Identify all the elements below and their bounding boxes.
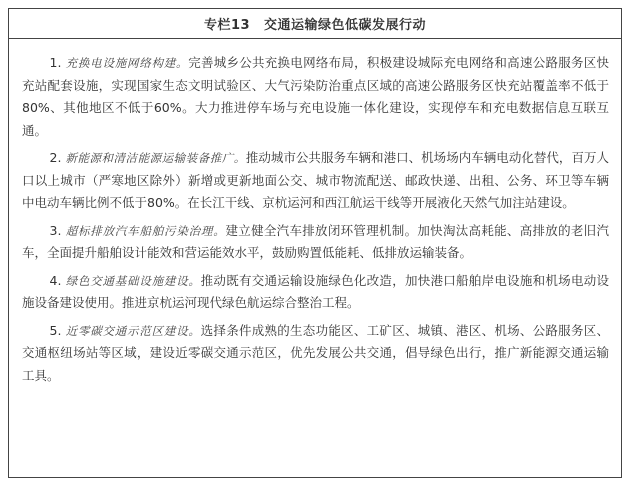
action-item xyxy=(22,147,609,215)
column-box xyxy=(8,8,622,478)
item-heading: 新能源和清洁能源运输装备推广。 xyxy=(65,151,246,165)
item-heading: 充换电设施网络构建。 xyxy=(65,56,189,70)
item-heading: 近零碳交通示范区建设。 xyxy=(65,323,201,338)
column-label: 专栏13 xyxy=(203,18,251,33)
item-index: 4. xyxy=(49,272,62,288)
column-body xyxy=(9,39,621,387)
item-heading: 绿色交通基础设施建设。 xyxy=(65,273,201,288)
item-index: 1. xyxy=(49,55,62,70)
action-item xyxy=(22,220,609,265)
item-text: 建立健全汽车排放闭环管理机制。加快淘汰高耗能、高排放的老旧汽车，全面提升船舶设计能效和营运能效水平，鼓励购置低能耗、低排放运输装备。 xyxy=(22,222,609,260)
item-index: 5. xyxy=(49,322,62,338)
action-item xyxy=(22,270,609,315)
item-text: 选择条件成熟的生态功能区、工矿区、城镇、港区、机场、公路服务区、交通枢纽场站等区域，建设近零碳交通示范区，优先发展公共交通，倡导绿色出行，推广新能源交通运输工具。 xyxy=(22,322,609,383)
column-title xyxy=(9,9,621,39)
item-heading: 超标排放汽车船舶污染治理。 xyxy=(65,223,226,238)
item-text: 完善城乡公共充换电网络布局，积极建设城际充电网络和高速公路服务区快充站配套设施，实现国家生态文明试验区、大气污染防治重点区域的高速公路服务区快充站覆盖率不低于80%、其他地区不低于60%。大力推进停车场与充电设施一体化建设，实现停车和充电数据信息互联互通。 xyxy=(22,55,609,138)
action-item xyxy=(22,320,609,388)
column-heading: 交通运输绿色低碳发展行动 xyxy=(264,18,427,33)
item-index: 3. xyxy=(49,222,62,238)
action-item xyxy=(22,52,609,142)
item-index: 2. xyxy=(49,150,62,165)
item-text: 推动城市公共服务车辆和港口、机场场内车辆电动化替代，百万人口以上城市（严寒地区除外）新增或更新地面公交、城市物流配送、邮政快递、出租、公务、环卫等车辆中电动车辆比例不低于80%。在长江干线、京杭运河和西江航运干线等开展液化天然气加注站建设。 xyxy=(22,150,609,210)
item-text: 推动既有交通运输设施绿色化改造，加快港口船舶岸电设施和机场电动设施设备建设使用。推进京杭运河现代绿色航运综合整治工程。 xyxy=(22,272,609,310)
